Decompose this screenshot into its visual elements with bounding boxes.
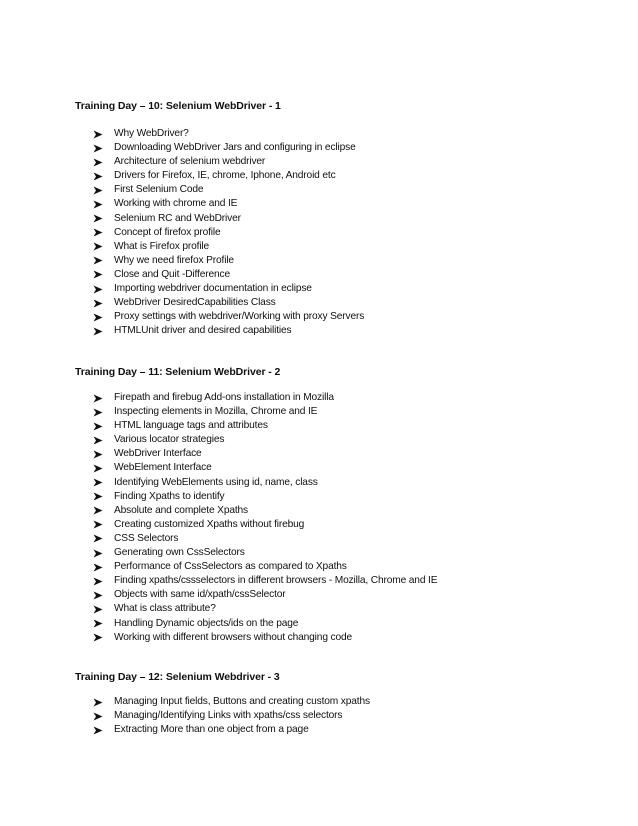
arrowhead-bullet-icon [93,226,105,240]
arrowhead-bullet-icon [93,240,105,254]
list-item-text: CSS Selectors [114,532,179,544]
list-item-text: What is Firefox profile [114,240,210,252]
arrowhead-bullet-icon [93,391,105,405]
list-item-text: Why we need firefox Profile [114,254,234,266]
arrowhead-bullet-icon [93,560,105,574]
arrowhead-bullet-icon [93,588,105,602]
arrowhead-bullet-icon [93,310,105,324]
section-heading: Training Day – 12: Selenium Webdriver - 3 [75,671,280,683]
list-item-text: Managing/Identifying Links with xpaths/css selectors [114,710,343,722]
list-item-text: Objects with same id/xpath/cssSelector [114,589,286,601]
arrowhead-bullet-icon [93,405,105,419]
list-item-text: Absolute and complete Xpaths [114,504,248,516]
arrowhead-bullet-icon [93,155,105,169]
list-item-text: Generating own CssSelectors [114,547,245,559]
list-item-text: WebElement Interface [114,462,212,474]
list-item-text: Handling Dynamic objects/ids on the page [114,617,299,629]
arrowhead-bullet-icon [93,546,105,560]
arrowhead-bullet-icon [93,212,105,226]
list-item-text: Managing Input fields, Buttons and creating custom xpaths [114,696,370,707]
list-item-text: HTML language tags and attributes [114,420,268,432]
arrowhead-bullet-icon [93,183,105,197]
section-heading: Training Day – 11: Selenium WebDriver - 2 [75,366,281,378]
list-item-text: What is class attribute? [114,603,216,615]
list-item-text: Importing webdriver documentation in eclipse [114,283,312,295]
list-item-text: Firepath and firebug Add-ons installation in Mozilla [114,392,334,403]
list-item-text: Proxy settings with webdriver/Working with proxy Servers [114,311,365,323]
arrowhead-bullet-icon [93,709,105,723]
arrowhead-bullet-icon [93,461,105,475]
list-item-text: Creating customized Xpaths without firebug [114,518,305,530]
arrowhead-bullet-icon [93,574,105,588]
list-item-text: Inspecting elements in Mozilla, Chrome and IE [114,406,318,418]
section-heading: Training Day – 10: Selenium WebDriver - 1 [75,100,281,112]
arrowhead-bullet-icon [93,723,105,737]
arrowhead-bullet-icon [93,617,105,631]
list-item-text: Concept of firefox profile [114,226,221,238]
arrowhead-bullet-icon [93,197,105,211]
arrowhead-bullet-icon [93,490,105,504]
arrowhead-bullet-icon [93,296,105,310]
list-item-text: Finding Xpaths to identify [114,490,225,502]
arrowhead-bullet-icon [93,282,105,296]
arrowhead-bullet-icon [93,419,105,433]
arrowhead-bullet-icon [93,447,105,461]
list-item-text: Finding xpaths/cssselectors in different browsers - Mozilla, Chrome and IE [114,575,438,587]
list-item-text: Working with chrome and IE [114,198,238,210]
list-item-text: Selenium RC and WebDriver [114,212,241,224]
list-item-text: Close and Quit -Difference [114,268,230,280]
list-item-text: WebDriver Interface [114,448,202,460]
arrowhead-bullet-icon [93,141,105,155]
list-item-text: Drivers for Firefox, IE, chrome, Iphone, Android etc [114,170,336,182]
list-item-text: Identifying WebElements using id, name, class [114,476,318,488]
list-item-text: HTMLUnit driver and desired capabilities [114,325,292,337]
arrowhead-bullet-icon [93,602,105,616]
arrowhead-bullet-icon [93,433,105,447]
arrowhead-bullet-icon [93,254,105,268]
arrowhead-bullet-icon [93,504,105,518]
arrowhead-bullet-icon [93,518,105,532]
arrowhead-bullet-icon [93,695,105,709]
list-item-text: WebDriver DesiredCapabilities Class [114,297,276,309]
arrowhead-bullet-icon [93,169,105,183]
list-item-text: First Selenium Code [114,184,204,196]
arrowhead-bullet-icon [93,324,105,338]
arrowhead-bullet-icon [93,476,105,490]
list-item-text: Performance of CssSelectors as compared to Xpaths [114,561,347,573]
arrowhead-bullet-icon [93,532,105,546]
list-item-text: Working with different browsers without changing code [114,631,353,643]
list-item-text: Extracting More than one object from a page [114,724,309,736]
arrowhead-bullet-icon [93,268,105,282]
list-item-text: Architecture of selenium webdriver [114,156,266,168]
arrowhead-bullet-icon [93,631,105,645]
arrowhead-bullet-icon [93,127,105,141]
list-item-text: Various locator strategies [114,434,225,446]
list-item-text: Why WebDriver? [114,128,189,139]
list-item-text: Downloading WebDriver Jars and configuring in eclipse [114,142,356,154]
